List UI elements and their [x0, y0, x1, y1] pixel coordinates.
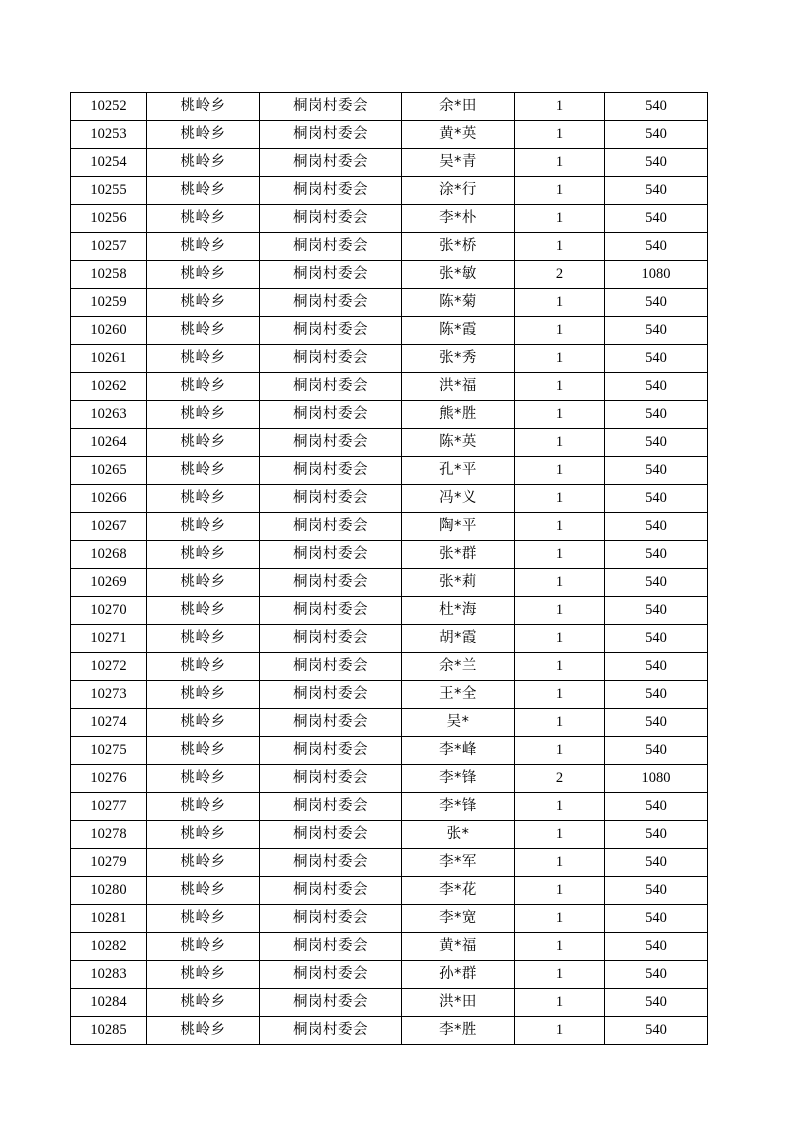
table-body [71, 93, 708, 1045]
cell-amount: 540 [605, 373, 708, 401]
cell-town: 桃岭乡 [147, 961, 260, 989]
table-row [71, 709, 708, 737]
cell-count: 1 [515, 541, 605, 569]
cell-name: 张*秀 [402, 345, 515, 373]
cell-village: 桐岗村委会 [260, 1017, 402, 1045]
cell-town: 桃岭乡 [147, 569, 260, 597]
cell-town: 桃岭乡 [147, 877, 260, 905]
cell-count: 1 [515, 373, 605, 401]
cell-village: 桐岗村委会 [260, 149, 402, 177]
cell-village: 桐岗村委会 [260, 737, 402, 765]
cell-village: 桐岗村委会 [260, 989, 402, 1017]
cell-count: 1 [515, 93, 605, 121]
cell-amount: 540 [605, 625, 708, 653]
cell-id: 10262 [71, 373, 147, 401]
cell-town: 桃岭乡 [147, 821, 260, 849]
cell-count: 1 [515, 177, 605, 205]
cell-village: 桐岗村委会 [260, 625, 402, 653]
table-row [71, 877, 708, 905]
cell-count: 1 [515, 485, 605, 513]
cell-name: 张*敏 [402, 261, 515, 289]
cell-id: 10254 [71, 149, 147, 177]
cell-town: 桃岭乡 [147, 345, 260, 373]
cell-village: 桐岗村委会 [260, 541, 402, 569]
table-row [71, 233, 708, 261]
cell-id: 10263 [71, 401, 147, 429]
cell-town: 桃岭乡 [147, 541, 260, 569]
table-row [71, 933, 708, 961]
cell-town: 桃岭乡 [147, 401, 260, 429]
cell-id: 10284 [71, 989, 147, 1017]
cell-amount: 540 [605, 233, 708, 261]
table-row [71, 177, 708, 205]
cell-town: 桃岭乡 [147, 429, 260, 457]
cell-amount: 540 [605, 93, 708, 121]
cell-id: 10282 [71, 933, 147, 961]
cell-town: 桃岭乡 [147, 737, 260, 765]
cell-amount: 540 [605, 177, 708, 205]
cell-amount: 540 [605, 961, 708, 989]
table-row [71, 765, 708, 793]
table-row [71, 401, 708, 429]
cell-id: 10266 [71, 485, 147, 513]
table-row [71, 597, 708, 625]
cell-amount: 540 [605, 905, 708, 933]
cell-count: 1 [515, 345, 605, 373]
cell-town: 桃岭乡 [147, 793, 260, 821]
cell-amount: 540 [605, 709, 708, 737]
cell-town: 桃岭乡 [147, 93, 260, 121]
cell-town: 桃岭乡 [147, 457, 260, 485]
cell-count: 1 [515, 737, 605, 765]
cell-count: 1 [515, 821, 605, 849]
cell-count: 1 [515, 849, 605, 877]
data-table-container [70, 92, 707, 1045]
cell-amount: 540 [605, 205, 708, 233]
table-row [71, 317, 708, 345]
cell-count: 1 [515, 905, 605, 933]
table-row [71, 905, 708, 933]
cell-village: 桐岗村委会 [260, 177, 402, 205]
cell-amount: 540 [605, 989, 708, 1017]
cell-name: 陈*英 [402, 429, 515, 457]
cell-count: 1 [515, 961, 605, 989]
cell-id: 10258 [71, 261, 147, 289]
cell-amount: 540 [605, 289, 708, 317]
cell-id: 10273 [71, 681, 147, 709]
cell-village: 桐岗村委会 [260, 233, 402, 261]
cell-count: 1 [515, 625, 605, 653]
table-row [71, 681, 708, 709]
cell-amount: 540 [605, 485, 708, 513]
cell-name: 吴* [402, 709, 515, 737]
cell-town: 桃岭乡 [147, 765, 260, 793]
cell-count: 2 [515, 765, 605, 793]
table-row [71, 149, 708, 177]
cell-village: 桐岗村委会 [260, 709, 402, 737]
cell-village: 桐岗村委会 [260, 821, 402, 849]
cell-village: 桐岗村委会 [260, 653, 402, 681]
cell-amount: 540 [605, 681, 708, 709]
cell-count: 1 [515, 597, 605, 625]
cell-id: 10253 [71, 121, 147, 149]
table-row [71, 989, 708, 1017]
cell-id: 10276 [71, 765, 147, 793]
cell-village: 桐岗村委会 [260, 457, 402, 485]
cell-name: 李*花 [402, 877, 515, 905]
cell-count: 1 [515, 793, 605, 821]
cell-count: 2 [515, 261, 605, 289]
cell-village: 桐岗村委会 [260, 289, 402, 317]
cell-count: 1 [515, 205, 605, 233]
cell-town: 桃岭乡 [147, 681, 260, 709]
cell-name: 陈*菊 [402, 289, 515, 317]
cell-village: 桐岗村委会 [260, 933, 402, 961]
cell-village: 桐岗村委会 [260, 793, 402, 821]
cell-amount: 540 [605, 345, 708, 373]
cell-id: 10259 [71, 289, 147, 317]
cell-id: 10270 [71, 597, 147, 625]
cell-count: 1 [515, 121, 605, 149]
cell-count: 1 [515, 233, 605, 261]
cell-id: 10279 [71, 849, 147, 877]
table-row [71, 793, 708, 821]
cell-name: 张*莉 [402, 569, 515, 597]
table-row [71, 513, 708, 541]
table-row [71, 821, 708, 849]
cell-count: 1 [515, 569, 605, 597]
cell-id: 10261 [71, 345, 147, 373]
cell-town: 桃岭乡 [147, 513, 260, 541]
cell-town: 桃岭乡 [147, 849, 260, 877]
cell-town: 桃岭乡 [147, 709, 260, 737]
cell-village: 桐岗村委会 [260, 765, 402, 793]
cell-village: 桐岗村委会 [260, 93, 402, 121]
cell-name: 冯*义 [402, 485, 515, 513]
table-row [71, 625, 708, 653]
cell-name: 孔*平 [402, 457, 515, 485]
table-row [71, 485, 708, 513]
cell-name: 涂*行 [402, 177, 515, 205]
cell-town: 桃岭乡 [147, 625, 260, 653]
cell-count: 1 [515, 289, 605, 317]
table-row [71, 261, 708, 289]
cell-count: 1 [515, 877, 605, 905]
cell-name: 黄*英 [402, 121, 515, 149]
table-row [71, 849, 708, 877]
cell-id: 10277 [71, 793, 147, 821]
cell-amount: 540 [605, 429, 708, 457]
cell-village: 桐岗村委会 [260, 121, 402, 149]
table-row [71, 1017, 708, 1045]
cell-town: 桃岭乡 [147, 177, 260, 205]
cell-name: 孙*群 [402, 961, 515, 989]
cell-village: 桐岗村委会 [260, 681, 402, 709]
cell-name: 洪*福 [402, 373, 515, 401]
cell-id: 10272 [71, 653, 147, 681]
cell-id: 10283 [71, 961, 147, 989]
cell-id: 10268 [71, 541, 147, 569]
table-row [71, 205, 708, 233]
cell-name: 黄*福 [402, 933, 515, 961]
cell-id: 10275 [71, 737, 147, 765]
cell-count: 1 [515, 709, 605, 737]
cell-town: 桃岭乡 [147, 233, 260, 261]
cell-name: 余*兰 [402, 653, 515, 681]
cell-town: 桃岭乡 [147, 289, 260, 317]
table-row [71, 93, 708, 121]
cell-name: 吴*青 [402, 149, 515, 177]
cell-town: 桃岭乡 [147, 597, 260, 625]
cell-village: 桐岗村委会 [260, 205, 402, 233]
cell-count: 1 [515, 149, 605, 177]
cell-id: 10280 [71, 877, 147, 905]
cell-name: 陈*霞 [402, 317, 515, 345]
cell-id: 10271 [71, 625, 147, 653]
cell-name: 张*群 [402, 541, 515, 569]
cell-id: 10265 [71, 457, 147, 485]
cell-name: 陶*平 [402, 513, 515, 541]
cell-village: 桐岗村委会 [260, 513, 402, 541]
table-row [71, 569, 708, 597]
cell-amount: 540 [605, 569, 708, 597]
cell-town: 桃岭乡 [147, 989, 260, 1017]
cell-name: 李*宽 [402, 905, 515, 933]
cell-name: 李*峰 [402, 737, 515, 765]
cell-village: 桐岗村委会 [260, 261, 402, 289]
cell-town: 桃岭乡 [147, 149, 260, 177]
cell-amount: 540 [605, 149, 708, 177]
table-row [71, 121, 708, 149]
cell-village: 桐岗村委会 [260, 373, 402, 401]
table-row [71, 373, 708, 401]
cell-village: 桐岗村委会 [260, 569, 402, 597]
cell-name: 李*军 [402, 849, 515, 877]
cell-town: 桃岭乡 [147, 373, 260, 401]
cell-count: 1 [515, 401, 605, 429]
cell-id: 10269 [71, 569, 147, 597]
cell-village: 桐岗村委会 [260, 961, 402, 989]
cell-name: 熊*胜 [402, 401, 515, 429]
cell-count: 1 [515, 989, 605, 1017]
cell-id: 10285 [71, 1017, 147, 1045]
cell-village: 桐岗村委会 [260, 597, 402, 625]
cell-id: 10274 [71, 709, 147, 737]
cell-name: 王*全 [402, 681, 515, 709]
cell-name: 胡*霞 [402, 625, 515, 653]
cell-id: 10256 [71, 205, 147, 233]
cell-name: 李*锋 [402, 765, 515, 793]
cell-name: 洪*田 [402, 989, 515, 1017]
cell-id: 10260 [71, 317, 147, 345]
cell-village: 桐岗村委会 [260, 877, 402, 905]
cell-count: 1 [515, 681, 605, 709]
table-row [71, 345, 708, 373]
records-table [70, 92, 708, 1045]
cell-id: 10267 [71, 513, 147, 541]
cell-village: 桐岗村委会 [260, 401, 402, 429]
cell-village: 桐岗村委会 [260, 429, 402, 457]
cell-amount: 540 [605, 597, 708, 625]
cell-id: 10255 [71, 177, 147, 205]
cell-name: 李*锋 [402, 793, 515, 821]
cell-amount: 1080 [605, 261, 708, 289]
cell-name: 张* [402, 821, 515, 849]
cell-amount: 540 [605, 317, 708, 345]
cell-amount: 540 [605, 737, 708, 765]
cell-village: 桐岗村委会 [260, 905, 402, 933]
table-row [71, 653, 708, 681]
cell-town: 桃岭乡 [147, 905, 260, 933]
cell-name: 李*朴 [402, 205, 515, 233]
cell-amount: 540 [605, 1017, 708, 1045]
cell-town: 桃岭乡 [147, 1017, 260, 1045]
cell-amount: 1080 [605, 765, 708, 793]
cell-town: 桃岭乡 [147, 261, 260, 289]
cell-count: 1 [515, 513, 605, 541]
cell-town: 桃岭乡 [147, 121, 260, 149]
table-row [71, 541, 708, 569]
cell-count: 1 [515, 653, 605, 681]
cell-count: 1 [515, 1017, 605, 1045]
cell-count: 1 [515, 429, 605, 457]
cell-village: 桐岗村委会 [260, 345, 402, 373]
cell-amount: 540 [605, 513, 708, 541]
cell-amount: 540 [605, 541, 708, 569]
cell-town: 桃岭乡 [147, 933, 260, 961]
cell-id: 10281 [71, 905, 147, 933]
cell-id: 10264 [71, 429, 147, 457]
cell-amount: 540 [605, 401, 708, 429]
cell-amount: 540 [605, 457, 708, 485]
table-row [71, 429, 708, 457]
cell-name: 李*胜 [402, 1017, 515, 1045]
cell-village: 桐岗村委会 [260, 317, 402, 345]
cell-id: 10257 [71, 233, 147, 261]
table-row [71, 961, 708, 989]
table-row [71, 737, 708, 765]
cell-name: 余*田 [402, 93, 515, 121]
cell-village: 桐岗村委会 [260, 849, 402, 877]
cell-amount: 540 [605, 121, 708, 149]
cell-name: 杜*海 [402, 597, 515, 625]
cell-id: 10278 [71, 821, 147, 849]
cell-town: 桃岭乡 [147, 485, 260, 513]
cell-amount: 540 [605, 821, 708, 849]
cell-count: 1 [515, 457, 605, 485]
cell-count: 1 [515, 933, 605, 961]
cell-amount: 540 [605, 793, 708, 821]
cell-amount: 540 [605, 849, 708, 877]
cell-name: 张*桥 [402, 233, 515, 261]
cell-count: 1 [515, 317, 605, 345]
table-row [71, 289, 708, 317]
cell-town: 桃岭乡 [147, 205, 260, 233]
cell-amount: 540 [605, 877, 708, 905]
cell-amount: 540 [605, 933, 708, 961]
cell-town: 桃岭乡 [147, 653, 260, 681]
cell-village: 桐岗村委会 [260, 485, 402, 513]
cell-amount: 540 [605, 653, 708, 681]
cell-id: 10252 [71, 93, 147, 121]
table-row [71, 457, 708, 485]
cell-town: 桃岭乡 [147, 317, 260, 345]
